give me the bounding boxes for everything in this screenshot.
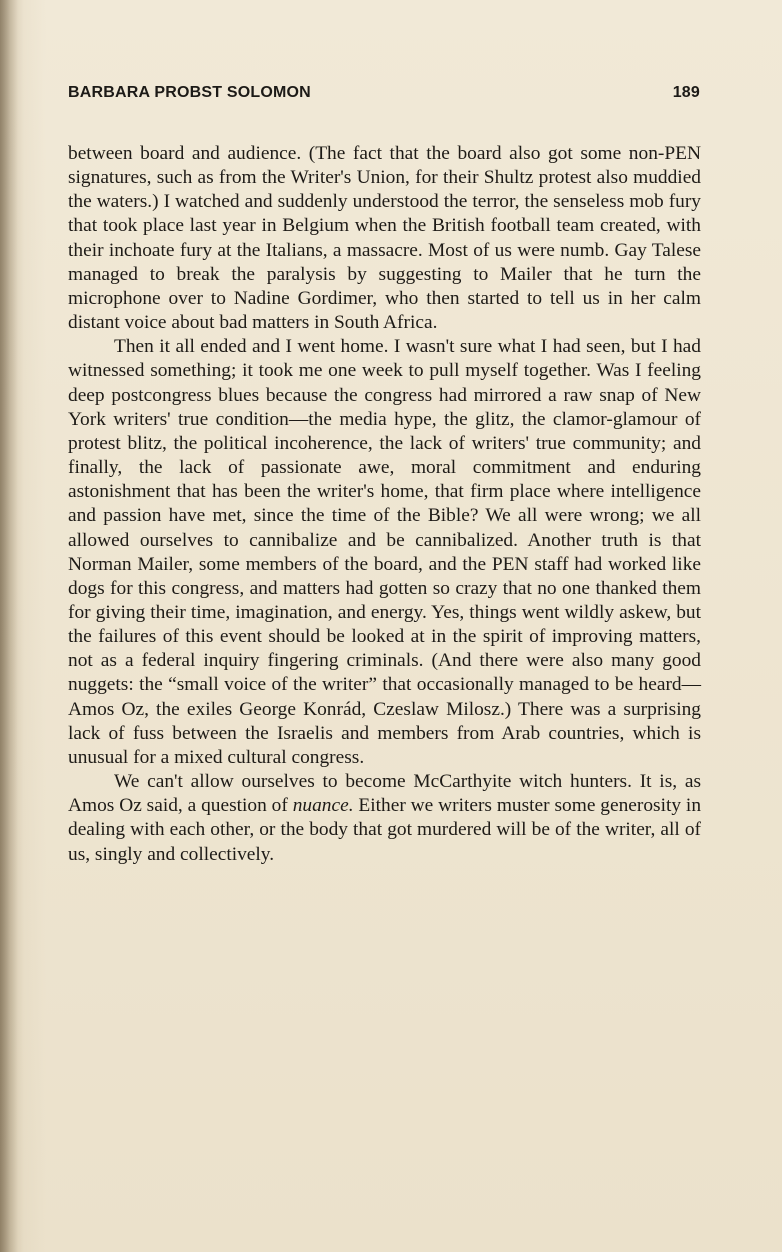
paragraph: Then it all ended and I went home. I wasn't sure what I had seen, but I had witnessed something; it took me one week to pull myself together. Was I feeling deep postcongress blues because the congress had mirrored a raw snap of New York writers' true condition—the media hype, the glitz, the clamor-glamour of protest blitz, the political incoherence, the lack of writers' true community; and finally, the lack of passionate awe, moral commitment and enduring astonishment that has been the writer's home, that firm place where intelligence and passion have met, since the time of the Bible? We all were wrong; we all allowed ourselves to cannibalize and be cannibalized. Another truth is that Norman Mailer, some members of the board, and the PEN staff had worked like dogs for this congress, and matters had gotten so crazy that no one thanked them for giving their time, imagination, and energy. Yes, things went wildly askew, but the failures of this event should be looked at in the spirit of improving matters, not as a federal inquiry fingering criminals. (And there were also many good nuggets: the “small voice of the writer” that occasionally managed to be heard—Amos Oz, the exiles George Konrád, Czeslaw Milosz.) There was a surprising lack of fuss between the Israelis and members from Arab countries, which is unusual for a mixed cultural congress. xyxy=(68,336,701,768)
paragraph: between board and audience. (The fact that the board also got some non-PEN signatures, such as from the Writer's Union, for their Shultz protest also muddied the waters.) I watched and suddenly understood the terror, the senseless mob fury that took place last year in Belgium when the British football team created, with their inchoate fury at the Italians, a massacre. Most of us were numb. Gay Talese managed to break the paralysis by suggesting to Mailer that he turn the microphone over to Nadine Gordimer, who then started to tell us in her calm distant voice about bad matters in South Africa. xyxy=(68,143,701,334)
running-head xyxy=(68,84,700,108)
running-head-author: BARBARA PROBST SOLOMON xyxy=(68,84,311,101)
body-text xyxy=(68,142,701,867)
paragraph xyxy=(68,770,701,867)
page-number: 189 xyxy=(672,84,700,101)
paragraph-text: Either we writers muster some generosity in dealing with each other, or the body that got murdered will be of the writer, all of us, singly and collectively. xyxy=(68,795,702,865)
paragraph-text: We can't allow ourselves to become McCarthyite witch hunters. It is, as Amos Oz said, a question of xyxy=(68,771,701,817)
binding-gutter-shadow xyxy=(0,0,18,1252)
emphasized-word: nuance. xyxy=(292,795,354,817)
